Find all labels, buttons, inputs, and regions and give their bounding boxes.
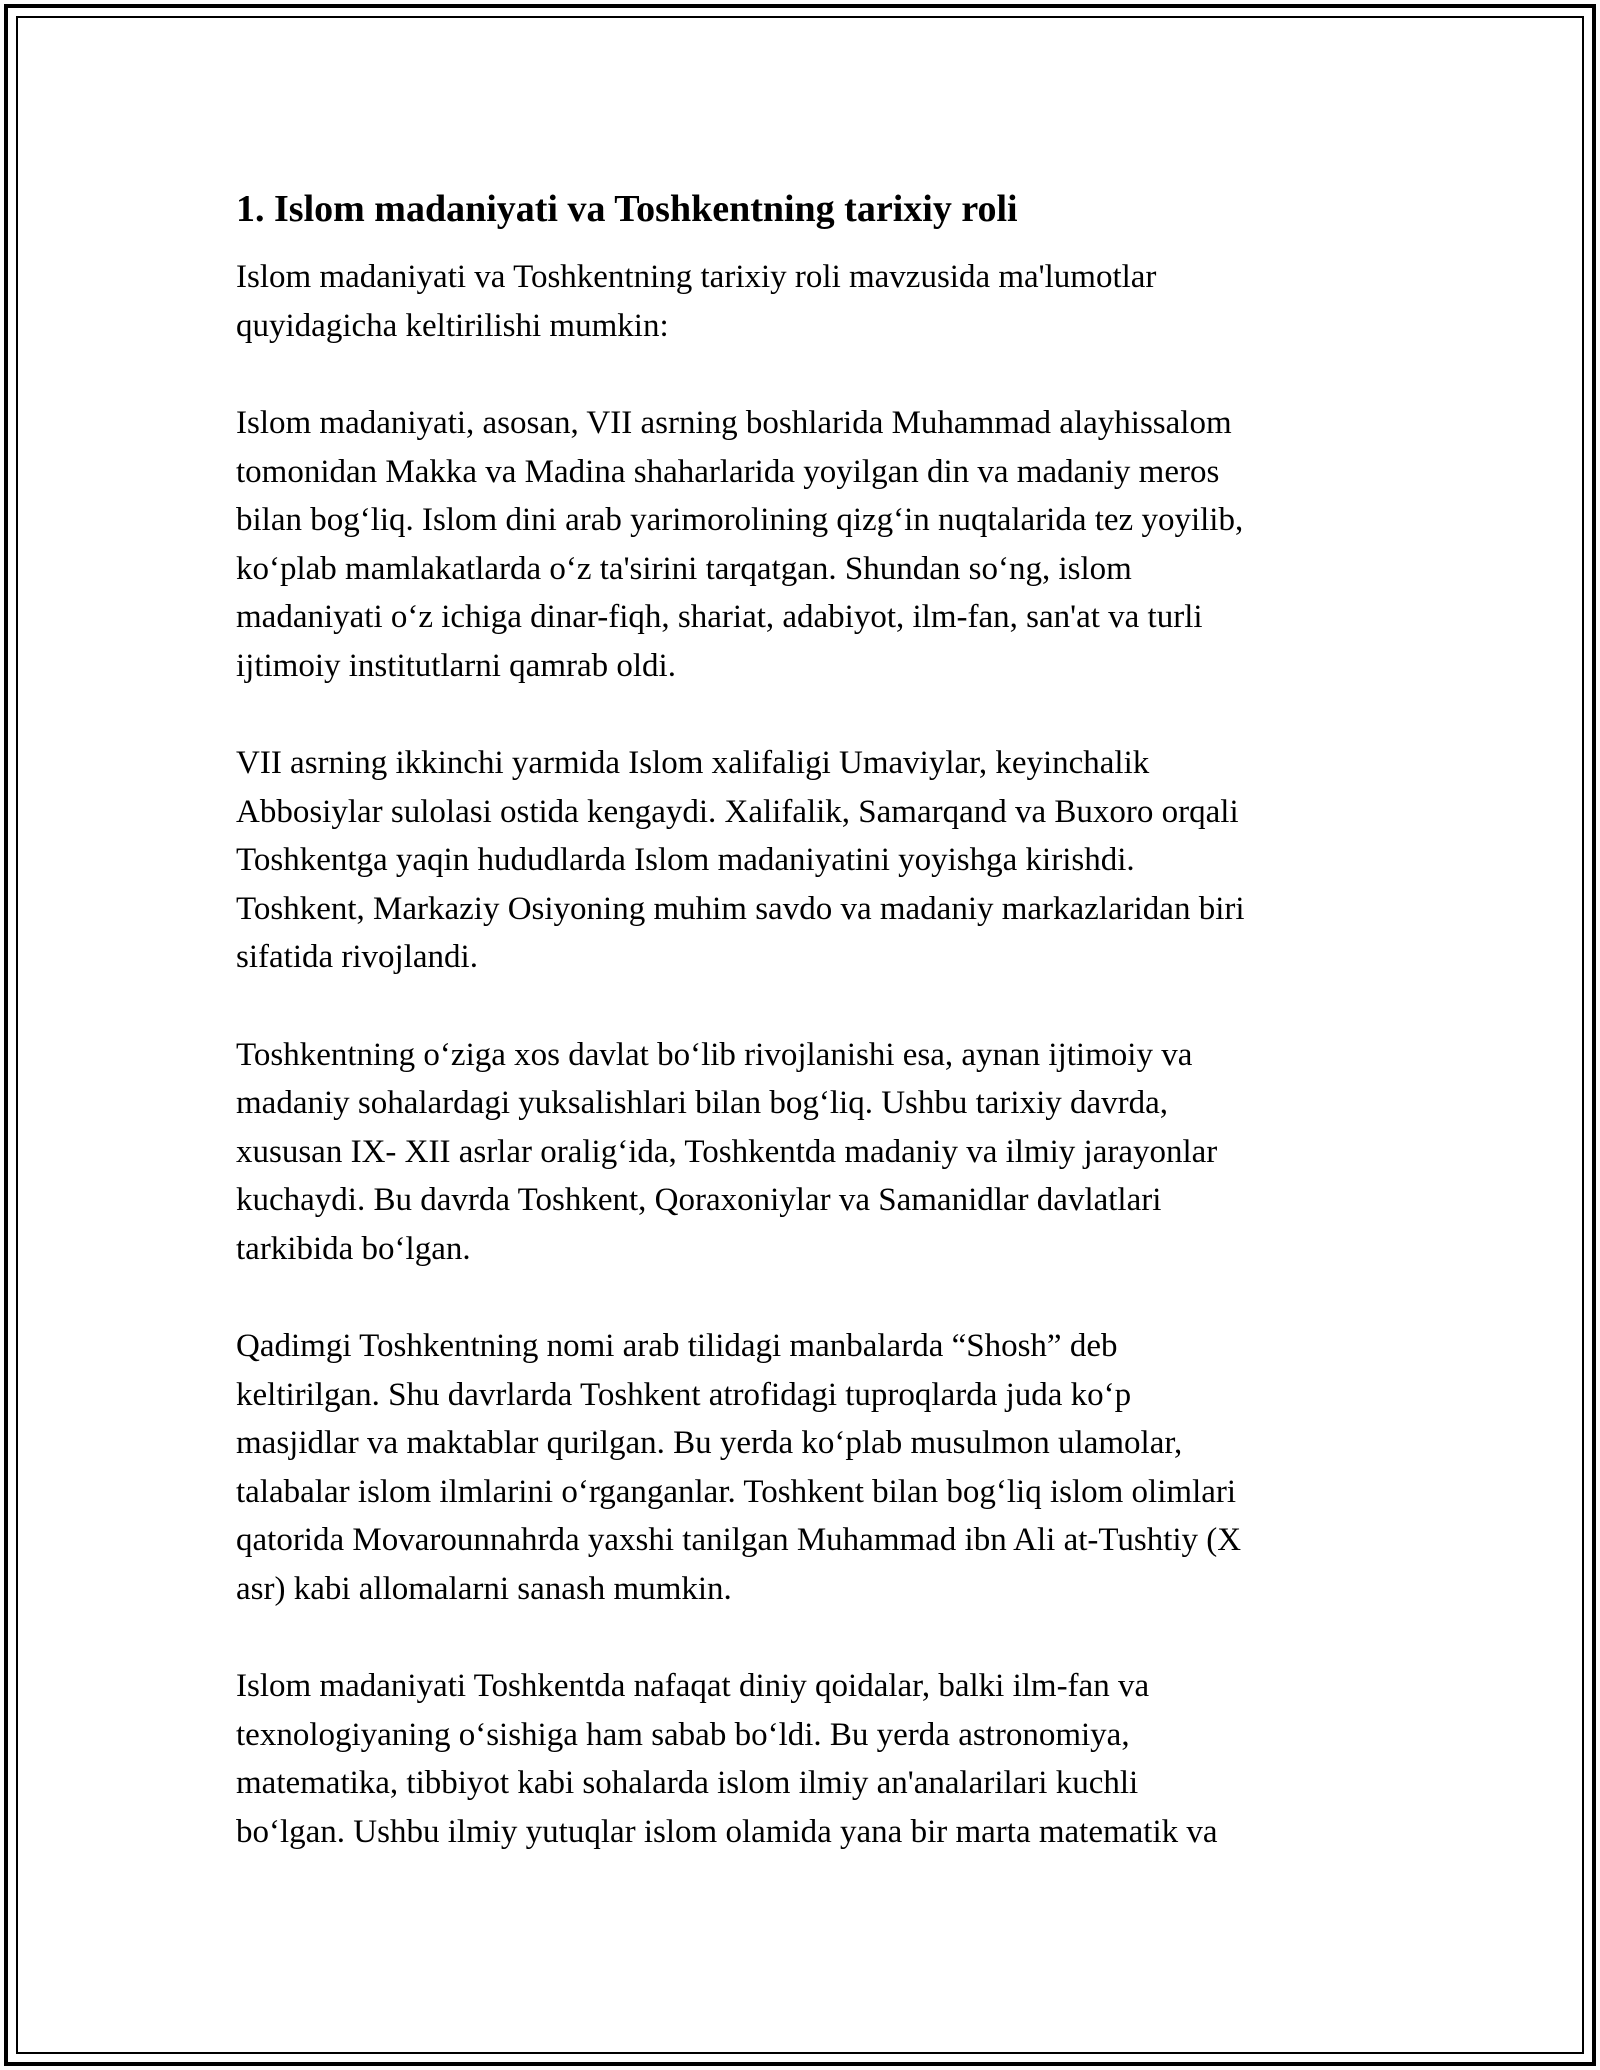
text-line: tomonidan Makka va Madina shaharlarida yoyilgan din va madaniy meros [236, 453, 1220, 490]
text-line: kuchaydi. Bu davrda Toshkent, Qoraxoniylar va Samanidlar davlatlari [236, 1182, 1162, 1218]
text-line: bo‘lgan. Ushbu ilmiy yutuqlar islom olamida yana bir marta matematik va [236, 1813, 1218, 1850]
section-heading: 1. Islom madaniyati va Toshkentning tarixiy roli [236, 188, 1018, 230]
document-body [236, 185, 1366, 1905]
text-line: Abbosiylar sulolasi ostida kengaydi. Xalifalik, Samarqand va Buxoro orqali [236, 793, 1239, 830]
text-line: talabalar islom ilmlarini o‘rganganlar. Toshkent bilan bog‘liq islom olimlari [236, 1473, 1237, 1510]
paragraph-caliphate [236, 739, 1366, 982]
text-line: Qadimgi Toshkentning nomi arab tilidagi manbalarda “Shosh” deb [236, 1328, 1118, 1364]
text-line: Islom madaniyati va Toshkentning tarixiy roli mavzusida ma'lumotlar [236, 259, 1157, 295]
text-line: keltirilgan. Shu davrlarda Toshkent atrofidagi tuproqlarda juda ko‘p [236, 1376, 1132, 1413]
text-line: quyidagicha keltirilishi mumkin: [236, 307, 669, 344]
text-line: Toshkent, Markaziy Osiyoning muhim savdo va madaniy markazlaridan biri [236, 890, 1245, 927]
text-line: Toshkentning o‘ziga xos davlat bo‘lib rivojlanishi esa, aynan ijtimoiy va [236, 1036, 1193, 1073]
text-line: Islom madaniyati Toshkentda nafaqat diniy qoidalar, balki ilm-fan va [236, 1668, 1150, 1704]
paragraph-origins [236, 399, 1366, 690]
text-line: bilan bog‘liq. Islom dini arab yarimorolining qizg‘in nuqtalarida tez yoyilib, [236, 502, 1244, 538]
text-line: madaniy sohalardagi yuksalishlari bilan bog‘liq. Ushbu tarixiy davrda, [236, 1085, 1169, 1121]
text-line: Toshkentga yaqin hududlarda Islom madaniyatini yoyishga kirishdi. [236, 842, 1135, 878]
paragraph-development [236, 1031, 1366, 1274]
text-line: masjidlar va maktablar qurilgan. Bu yerda ko‘plab musulmon ulamolar, [236, 1425, 1183, 1461]
text-line: sifatida rivojlandi. [236, 939, 478, 975]
text-line: VII asrning ikkinchi yarmida Islom xalifaligi Umaviylar, keyinchalik [236, 745, 1150, 781]
text-line: tarkibida bo‘lgan. [236, 1230, 471, 1267]
text-line: xususan IX- XII asrlar oralig‘ida, Toshkentda madaniy va ilmiy jarayonlar [236, 1133, 1218, 1170]
text-line: matematika, tibbiyot kabi sohalarda islom ilmiy an'analarilari kuchli [236, 1765, 1139, 1801]
paragraph-intro [236, 253, 1366, 350]
text-line: qatorida Movarounnahrda yaxshi tanilgan Muhammad ibn Ali at-Tushtiy (X [236, 1522, 1242, 1558]
text-line: madaniyati o‘z ichiga dinar-fiqh, shariat, adabiyot, ilm-fan, san'at va turli [236, 599, 1203, 635]
text-line: ko‘plab mamlakatlarda o‘z ta'sirini tarqatgan. Shundan so‘ng, islom [236, 550, 1132, 587]
text-line: asr) kabi allomalarni sanash mumkin. [236, 1570, 732, 1607]
text-line: texnologiyaning o‘sishiga ham sabab bo‘ldi. Bu yerda astronomiya, [236, 1716, 1130, 1753]
text-line: ijtimoiy institutlarni qamrab oldi. [236, 647, 676, 684]
text-line: Islom madaniyati, asosan, VII asrning boshlarida Muhammad alayhissalom [236, 405, 1232, 441]
paragraph-science [236, 1662, 1366, 1856]
paragraph-shosh [236, 1322, 1366, 1613]
